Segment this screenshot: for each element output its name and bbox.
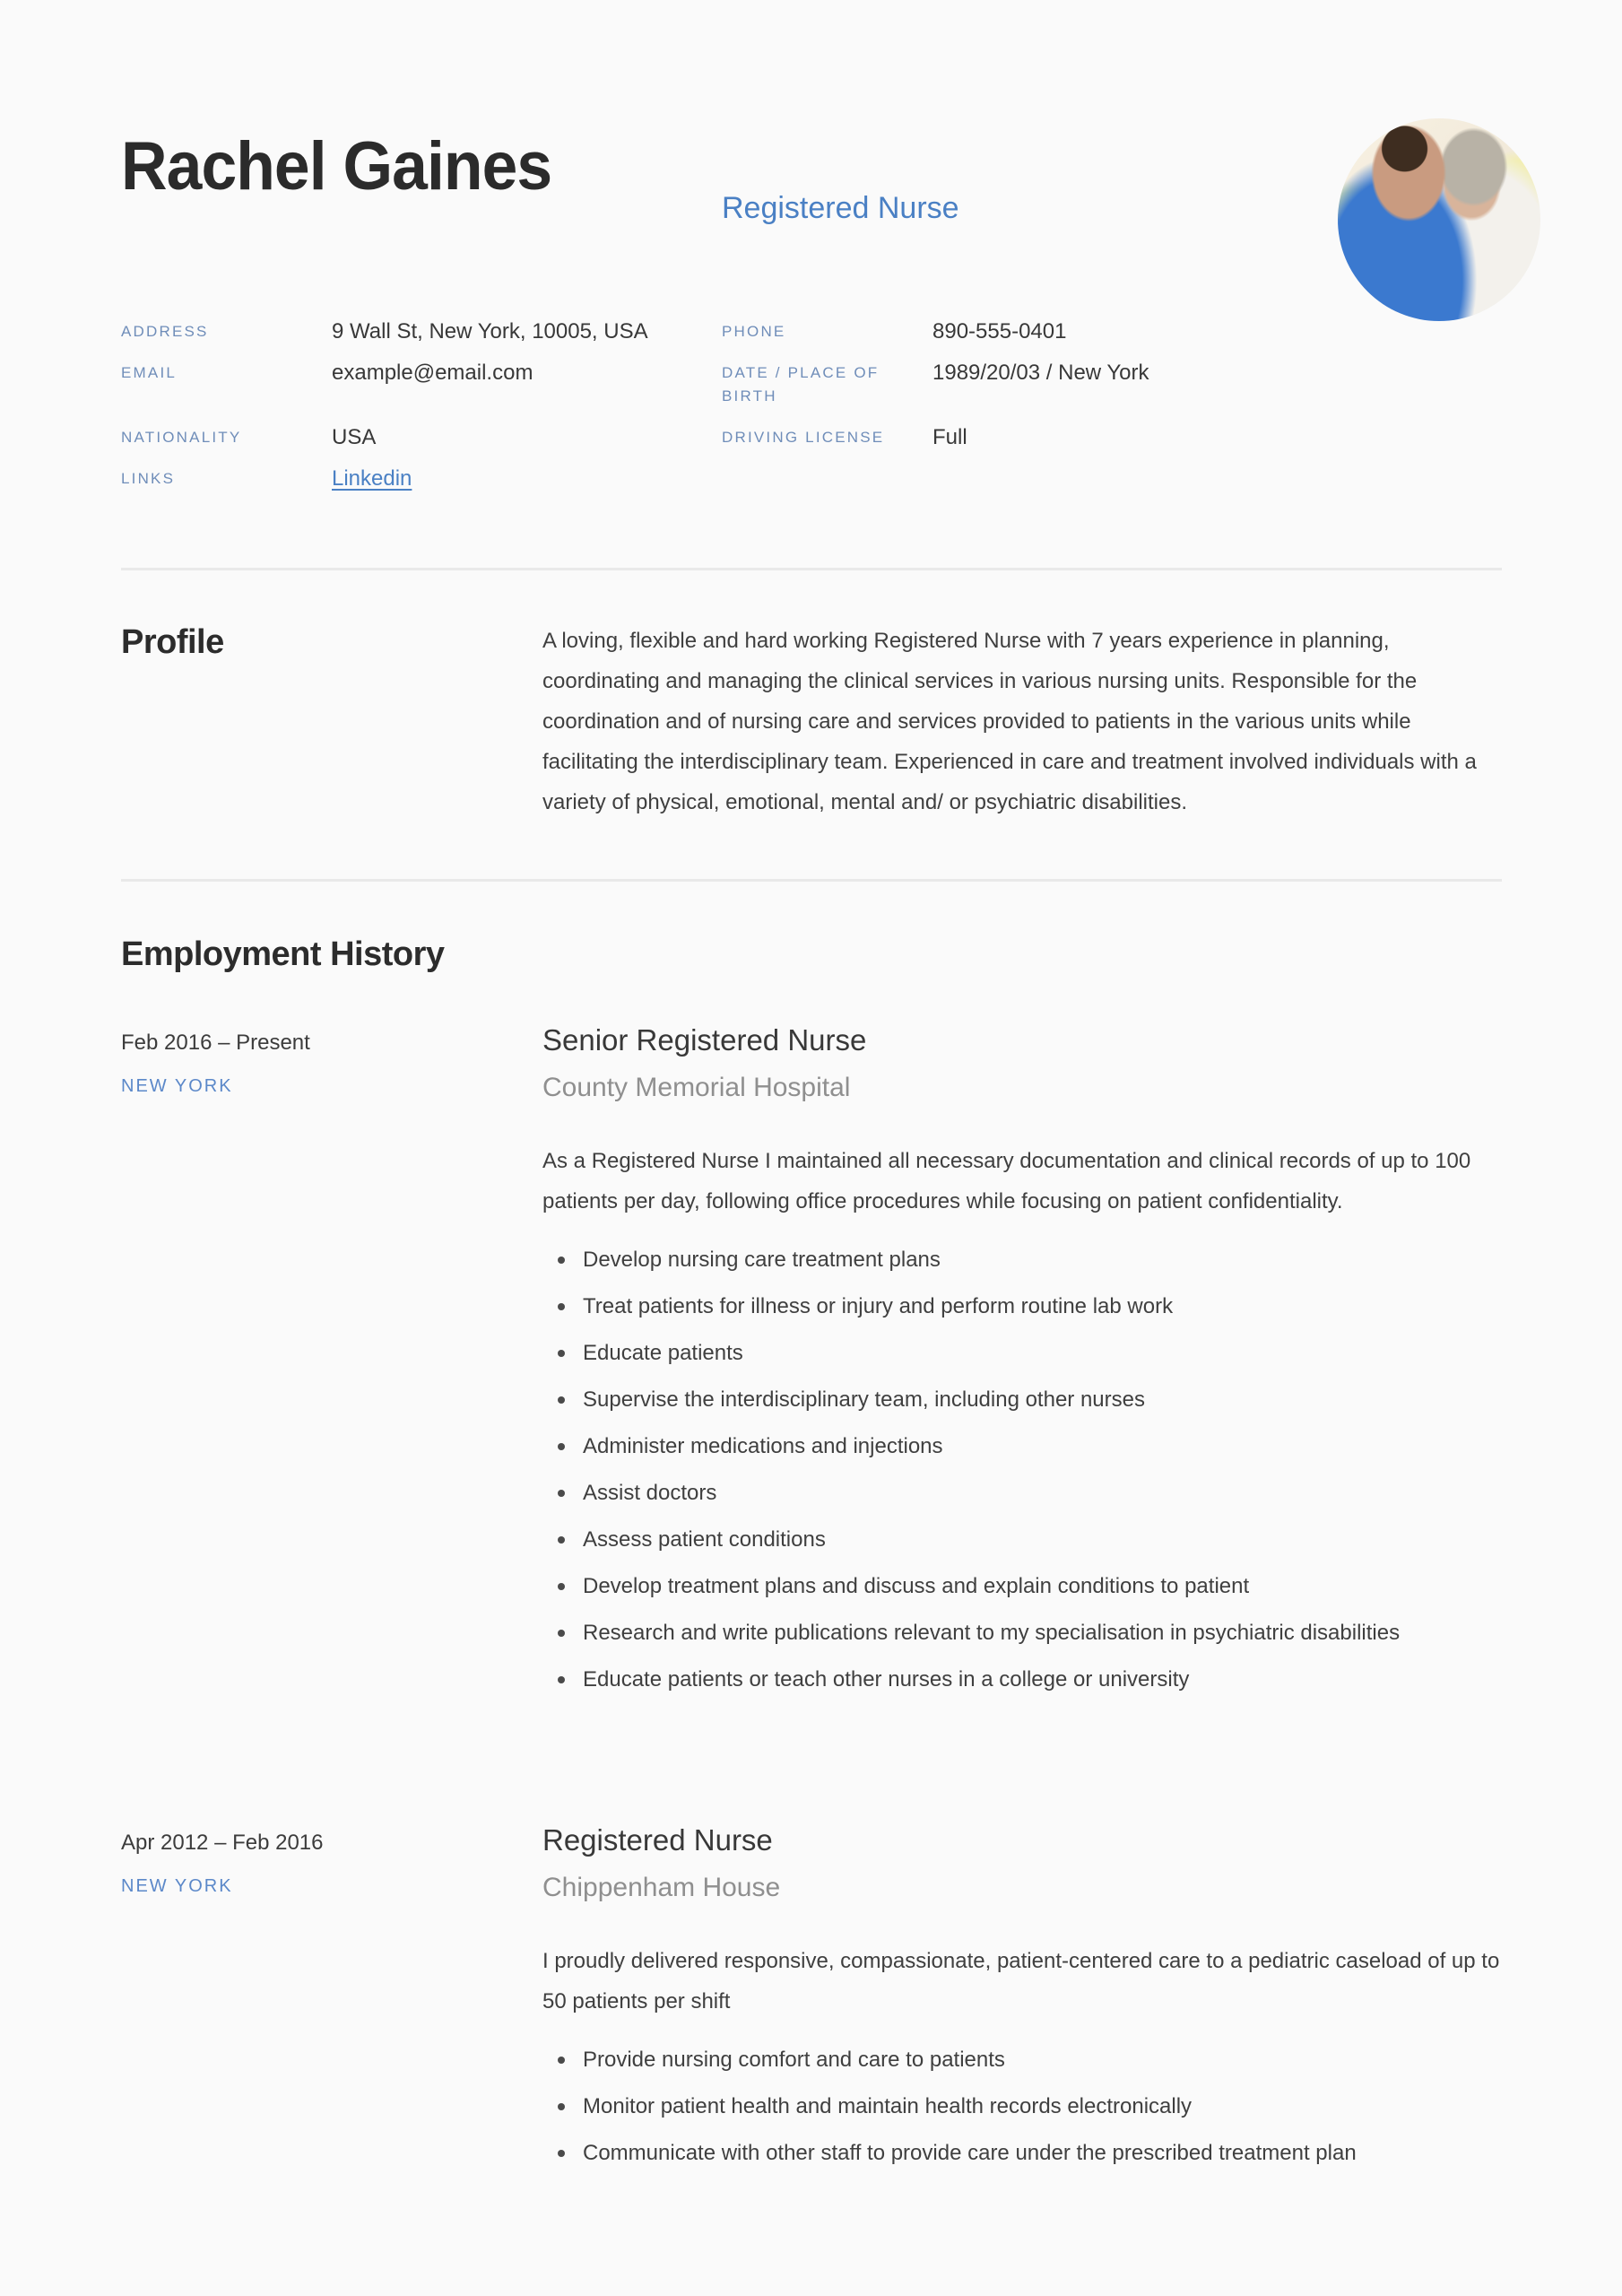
profile-text: A loving, flexible and hard working Registered Nurse with 7 years experience in planning, coordinating and managing the clinical services in various nursing units. Responsible for the coordination and of nursing care and services provided to patients in the various units while facilitating the interdisciplinary team. Experienced in care and treatment involved individuals with a variety of physical, emotional, mental and/ or psychiatric disabilities. — [542, 629, 1477, 814]
job-location: NEW YORK — [121, 1876, 233, 1896]
contact-label-address: ADDRESS — [121, 323, 209, 340]
job-duty: Provide nursing comfort and care to patients — [542, 2039, 1502, 2080]
contact-value-address: 9 Wall St, New York, 10005, USA — [332, 319, 648, 344]
profile-photo — [1338, 118, 1540, 321]
job-title: Registered Nurse — [542, 1823, 773, 1857]
job-duty: Assist doctors — [542, 1473, 1502, 1513]
job-dates: Apr 2012 – Feb 2016 — [121, 1831, 324, 1855]
contact-label-birth: DATE / PLACE OF BIRTH — [722, 364, 880, 404]
job-summary: I proudly delivered responsive, compassionate, patient-centered care to a pediatric caseload of up to 50 patients per shift — [542, 1949, 1500, 2013]
contact-label-email: EMAIL — [121, 364, 178, 381]
job-entry — [121, 1022, 1502, 1706]
contact-value-nationality: USA — [332, 425, 377, 449]
contact-value-birth: 1989/20/03 / New York — [932, 361, 1149, 385]
contact-value-phone: 890-555-0401 — [932, 319, 1067, 344]
employment-history-section — [121, 933, 1502, 2179]
job-duty: Educate patients or teach other nurses in a college or university — [542, 1659, 1502, 1700]
job-duty: Administer medications and injections — [542, 1426, 1502, 1466]
section-divider — [121, 568, 1502, 570]
contact-details — [121, 320, 1502, 491]
contact-label-nationality: NATIONALITY — [121, 429, 242, 446]
job-duty: Treat patients for illness or injury and perform routine lab work — [542, 1286, 1502, 1326]
profile-section — [121, 621, 1502, 822]
contact-label-links: LINKS — [121, 470, 176, 487]
job-duty: Research and write publications relevant to my specialisation in psychiatric disabilities — [542, 1613, 1502, 1653]
job-duty: Educate patients — [542, 1333, 1502, 1373]
contact-label-phone: PHONE — [722, 323, 786, 340]
job-duty: Supervise the interdisciplinary team, including other nurses — [542, 1379, 1502, 1420]
linkedin-link[interactable]: Linkedin — [332, 466, 412, 491]
section-divider — [121, 879, 1502, 882]
job-duty: Develop treatment plans and discuss and explain conditions to patient — [542, 1566, 1502, 1606]
job-duty-list — [542, 2039, 1502, 2173]
job-summary: As a Registered Nurse I maintained all necessary documentation and clinical records of up to 100 patients per day, following office procedures while focusing on patient confidentiality. — [542, 1149, 1471, 1213]
job-dates: Feb 2016 – Present — [121, 1031, 310, 1055]
employment-history-heading: Employment History — [121, 935, 445, 973]
job-entry — [121, 1822, 1502, 2179]
contact-value-email: example@email.com — [332, 361, 533, 385]
job-company: County Memorial Hospital — [542, 1073, 851, 1102]
job-title: Senior Registered Nurse — [542, 1023, 867, 1057]
candidate-name: Rachel Gaines — [121, 128, 552, 204]
job-duty-list — [542, 1239, 1502, 1700]
contact-label-driving-license: DRIVING LICENSE — [722, 429, 885, 446]
job-duty: Monitor patient health and maintain health records electronically — [542, 2086, 1502, 2126]
job-duty: Develop nursing care treatment plans — [542, 1239, 1502, 1280]
candidate-job-title: Registered Nurse — [722, 191, 959, 225]
job-company: Chippenham House — [542, 1873, 781, 1902]
job-duty: Assess patient conditions — [542, 1519, 1502, 1560]
job-location: NEW YORK — [121, 1076, 233, 1096]
profile-heading: Profile — [121, 623, 224, 661]
job-duty: Communicate with other staff to provide care under the prescribed treatment plan — [542, 2133, 1502, 2173]
contact-value-driving-license: Full — [932, 425, 967, 449]
